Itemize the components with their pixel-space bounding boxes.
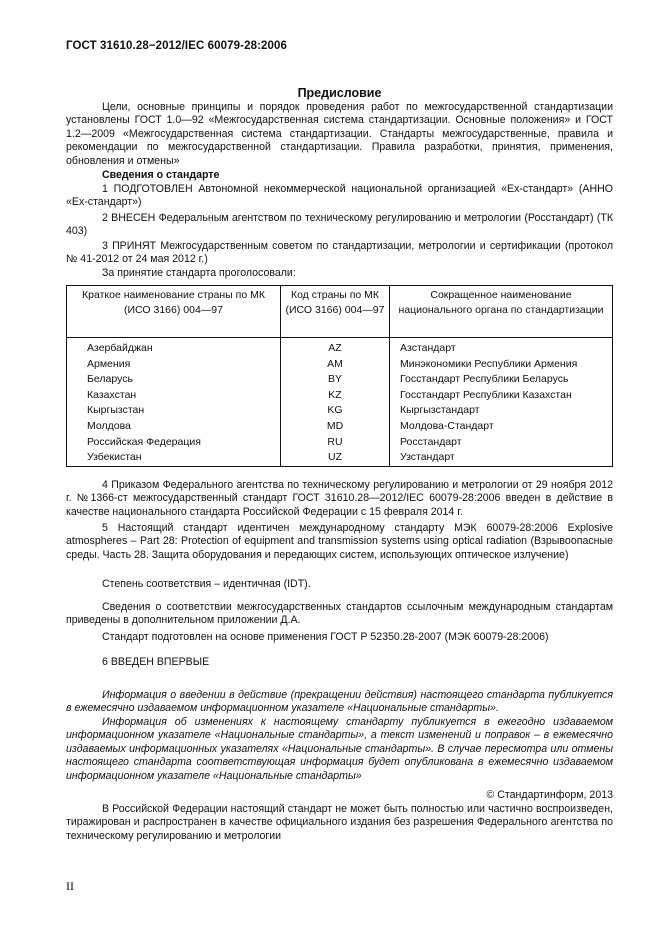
voting-table [66,285,613,467]
item-5-identical: 5 Настоящий стандарт идентичен международному стандарту МЭК 60079-28:2006 Explosive atmospheres – Part 28: Protection of equipment and transmission systems using optical radiation (Взрывоопасные среды. Часть 28. Защита оборудования и передающих систем, использующих оптическое излучение) [66,522,613,561]
country-cell: Армения [67,357,281,373]
table-row [67,419,613,435]
country-cell: Российская Федерация [67,435,281,451]
item-1-prepared: 1 ПОДГОТОВЛЕН Автономной некоммерческой национальной организацией «Ex-стандарт» (АННО «Ex-стандарт») [66,183,613,209]
code-cell: UZ [281,450,390,466]
item-4-order: 4 Приказом Федерального агентства по техническому регулированию и метрологии от 29 ноября 2012 г. №1366-ст межгосударственный стандарт ГОСТ 31610.28—2012/IEC 60079-28:2006 введен в действие в качестве национального стандарта Российской Федерации с 15 февраля 2014 г. [66,479,613,518]
national-body-cell: Госстандарт Республики Казахстан [390,388,613,404]
copyright-notice: © Стандартинформ, 2013 [486,789,613,801]
table-header-row [67,286,613,338]
country-cell: Кыргызстан [67,403,281,419]
country-cell: Узбекистан [67,450,281,466]
national-body-cell: Узстандарт [390,450,613,466]
info-changes: Информация об изменениях к настоящему стандарту публикуется в ежегодно издаваемом информационном указателе «Национальные стандарты», а текст изменений и поправок – в ежемесячно издаваемых информационных указателях «Национальные стандарты». В случае пересмотра или отмены настоящего стандарта соответствующая информация будет опубликована в ежемесячно издаваемом информационном указателе «Национальные стандарты» [66,716,613,782]
intro-paragraph: Цели, основные принципы и порядок проведения работ по межгосударственной стандартизации установлены ГОСТ 1.0—92 «Межгосударственная система стандартизации. Основные положения» и ГОСТ 1.2—2009 «Межгосударственная система стандартизации. Стандарты межгосударственные, правила и рекомендации по межгосударственной стандартизации. Правила разработки, принятия, применения, обновления и отмены» [66,101,613,167]
national-body-cell: Кыргызстандарт [390,403,613,419]
code-cell: BY [281,372,390,388]
table-row [67,403,613,419]
prepared-basis: Стандарт подготовлен на основе применения ГОСТ Р 52350.28-2007 (МЭК 60079-28:2006) [102,631,549,643]
code-cell: AZ [281,338,390,357]
code-cell: MD [281,419,390,435]
table-row [67,450,613,466]
national-body-cell: Госстандарт Республики Беларусь [390,372,613,388]
item-2-submitted: 2 ВНЕСЕН Федеральным агентством по техническому регулированию и метрологии (Росстандарт) (ТК 403) [66,212,613,238]
national-body-cell: Азстандарт [390,338,613,357]
table-header-country: Краткое наименование страны по МК (ИСО 3166) 004—97 [67,286,281,338]
conformity-degree: Степень соответствия – идентичная (IDT). [102,578,311,590]
country-cell: Азербайджан [67,338,281,357]
item-6-first-introduced: 6 ВВЕДЕН ВПЕРВЫЕ [102,656,210,668]
country-cell: Казахстан [67,388,281,404]
code-cell: AM [281,357,390,373]
table-row [67,435,613,451]
country-cell: Молдова [67,419,281,435]
national-body-cell: Молдова-Стандарт [390,419,613,435]
info-enactment: Информация о введении в действие (прекращении действия) настоящего стандарта публикуется в ежемесячно издаваемом информационном указателе «Национальные стандарты». [66,689,613,715]
legal-notice: В Российской Федерации настоящий стандарт не может быть полностью или частично воспроизведен, тиражирован и распространен в качестве официального издания без разрешения Федерального агентства по техническому регулированию и метрологии [66,803,613,842]
table-row [67,338,613,357]
country-cell: Беларусь [67,372,281,388]
section-title: Предисловие [297,86,382,100]
national-body-cell: Минэкономики Республики Армения [390,357,613,373]
national-body-cell: Росстандарт [390,435,613,451]
references-info: Сведения о соответствии межгосударственных стандартов ссылочным международным стандартам приведены в дополнительном приложении Д.А. [66,601,613,627]
table-header-national-body: Сокращенное наименование национального органа по стандартизации [390,286,613,338]
page-number: II [66,879,74,893]
table-row [67,388,613,404]
code-cell: KG [281,403,390,419]
table-row [67,372,613,388]
about-heading: Сведения о стандарте [102,169,220,181]
table-header-code: Код страны по МК (ИСО 3166) 004—97 [281,286,390,338]
item-3-adopted: 3 ПРИНЯТ Межгосударственным советом по стандартизации, метрологии и сертификации (протокол № 41-2012 от 24 мая 2012 г.) [66,240,613,266]
standard-id-header: ГОСТ 31610.28−2012/IEC 60079-28:2006 [66,40,287,52]
code-cell: KZ [281,388,390,404]
voted-label: За принятие стандарта проголосовали: [102,267,296,279]
table-row [67,357,613,373]
code-cell: RU [281,435,390,451]
